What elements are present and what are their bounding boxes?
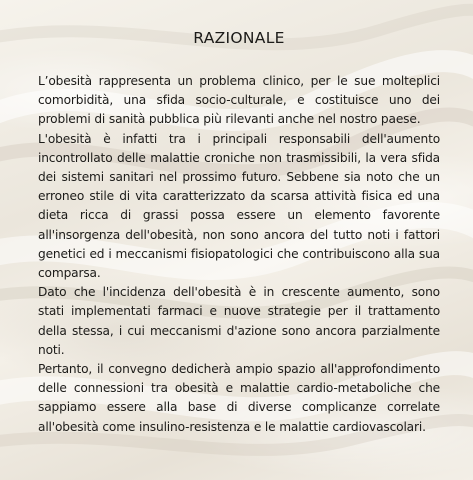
paragraph-treatment: Dato che l'incidenza dell'obesità è in crescente aumento, sono stati implementati farmaci e nuove strategie per il trattamento della stessa, i cui meccanismi d'azione sono ancora parzialmente noti.	[38, 285, 440, 357]
rationale-section	[38, 28, 440, 437]
body-text	[38, 72, 440, 437]
paragraph-causes: L'obesità è infatti tra i principali responsabili dell'aumento incontrollato delle malattie croniche non trasmissibili, la vera sfida dei sistemi sanitari nel prossimo futuro. Sebbene sia noto che un erroneo stile di vita caratterizzato da scarsa attività fisica ed una dieta ricca di grassi possa essere un elemento favorente all'insorgenza dell'obesità, non sono ancora del tutto noti i fattori genetici ed i meccanismi fisiopatologici che contribuiscono alla sua comparsa.	[38, 131, 440, 281]
paragraph-intro: L’obesità rappresenta un problema clinico, per le sue molteplici comorbidità, una sfida socio-culturale, e costituisce uno dei problemi di sanità pubblica più rilevanti anche nel nostro paese.	[38, 74, 440, 127]
paragraph-conference: Pertanto, il convegno dedicherà ampio spazio all'approfondimento delle connessioni tra obesità e malattie cardio-metaboliche che sappiamo essere alla base di diverse complicanze correlate all'obesità come insulino-resistenza e le malattie cardiovascolari.	[38, 362, 440, 434]
section-title: RAZIONALE	[193, 29, 285, 47]
